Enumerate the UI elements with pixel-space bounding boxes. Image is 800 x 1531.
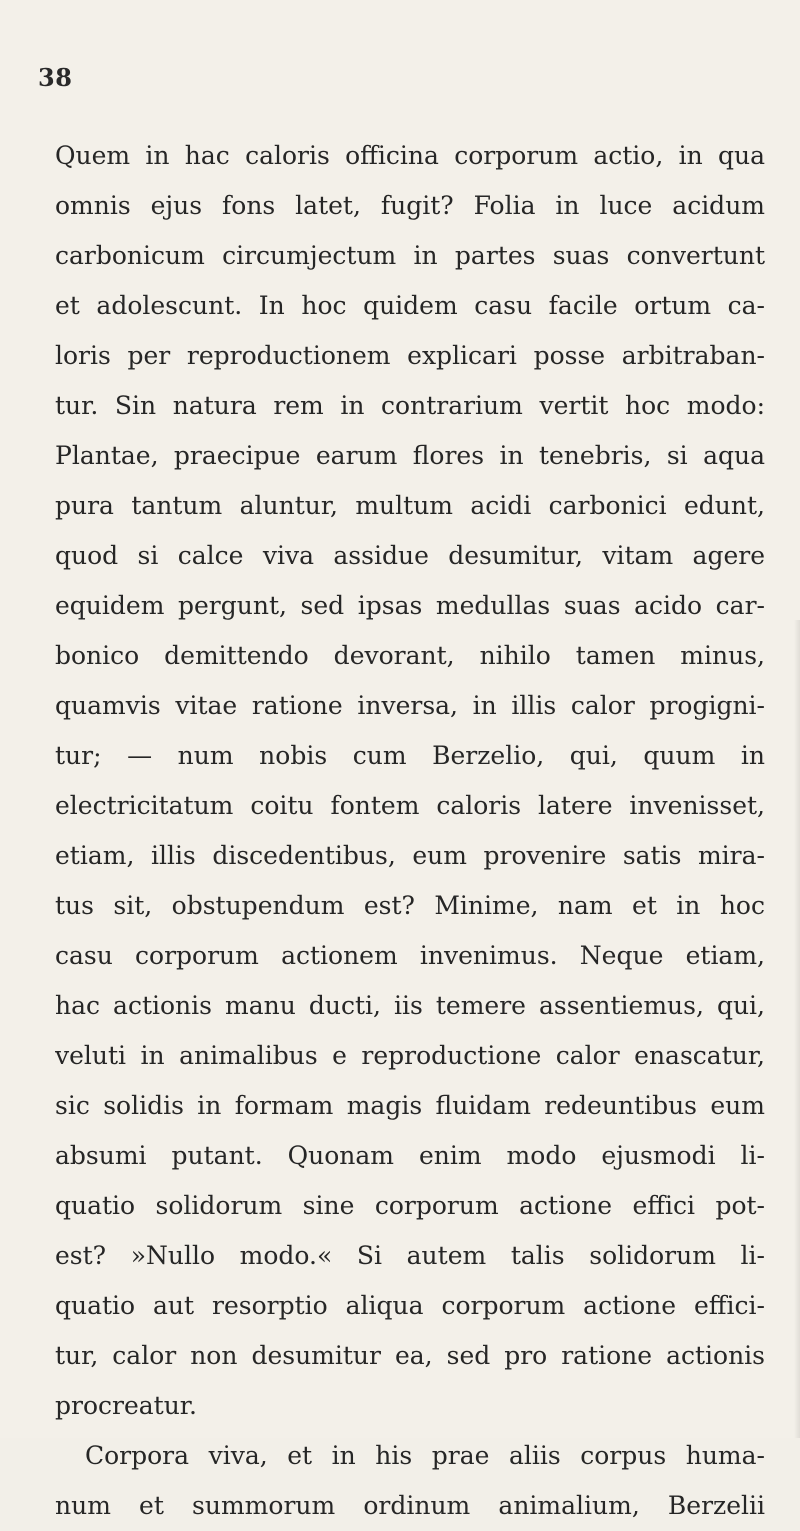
body-text [55,131,765,1531]
text-line: tus sit, obstupendum est? Minime, nam et in hoc [55,891,765,920]
text-line: tur, calor non desumitur ea, sed pro ratione actionis [55,1341,765,1370]
text-line: hac actionis manu ducti, iis temere assentiemus, qui, [55,991,765,1020]
text-line: etiam, illis discedentibus, eum provenire satis mira- [55,841,765,870]
text-line: tur. Sin natura rem in contrarium vertit hoc modo: [55,391,765,420]
text-line: Quem in hac caloris officina corporum actio, in qua [55,141,765,170]
text-line: absumi putant. Quonam enim modo ejusmodi li- [55,1141,765,1170]
text-line: quod si calce viva assidue desumitur, vitam agere [55,541,765,570]
text-line: tur; — num nobis cum Berzelio, qui, quum in [55,741,765,770]
text-line: procreatur. [55,1391,197,1420]
text-line: quatio solidorum sine corporum actione effici pot- [55,1191,765,1220]
text-line: Corpora viva, et in his prae aliis corpus huma- [85,1441,765,1470]
text-line: electricitatum coitu fontem caloris latere invenisset, [55,791,765,820]
page-number: 38 [38,63,73,92]
text-line: num et summorum ordinum animalium, Berzelii [55,1491,765,1520]
text-line: Plantae, praecipue earum flores in tenebris, si aqua [55,441,765,470]
text-line: loris per reproductionem explicari posse arbitraban- [55,341,765,370]
text-line: est? »Nullo modo.« Si autem talis solidorum li- [55,1241,765,1270]
text-line: bonico demittendo devorant, nihilo tamen minus, [55,641,765,670]
text-line: equidem pergunt, sed ipsas medullas suas acido car- [55,591,765,620]
text-line: pura tantum aluntur, multum acidi carbonici edunt, [55,491,765,520]
text-line: veluti in animalibus e reproductione calor enascatur, [55,1041,765,1070]
text-line: et adolescunt. In hoc quidem casu facile ortum ca- [55,291,765,320]
text-line: omnis ejus fons latet, fugit? Folia in luce acidum [55,191,765,220]
text-line: casu corporum actionem invenimus. Neque etiam, [55,941,765,970]
text-line: quamvis vitae ratione inversa, in illis calor progigni- [55,691,765,720]
text-line: sic solidis in formam magis fluidam redeuntibus eum [55,1091,765,1120]
text-line: carbonicum circumjectum in partes suas convertunt [55,241,765,270]
text-line: quatio aut resorptio aliqua corporum actione effici- [55,1291,765,1320]
page-edge-shadow [794,620,800,1438]
